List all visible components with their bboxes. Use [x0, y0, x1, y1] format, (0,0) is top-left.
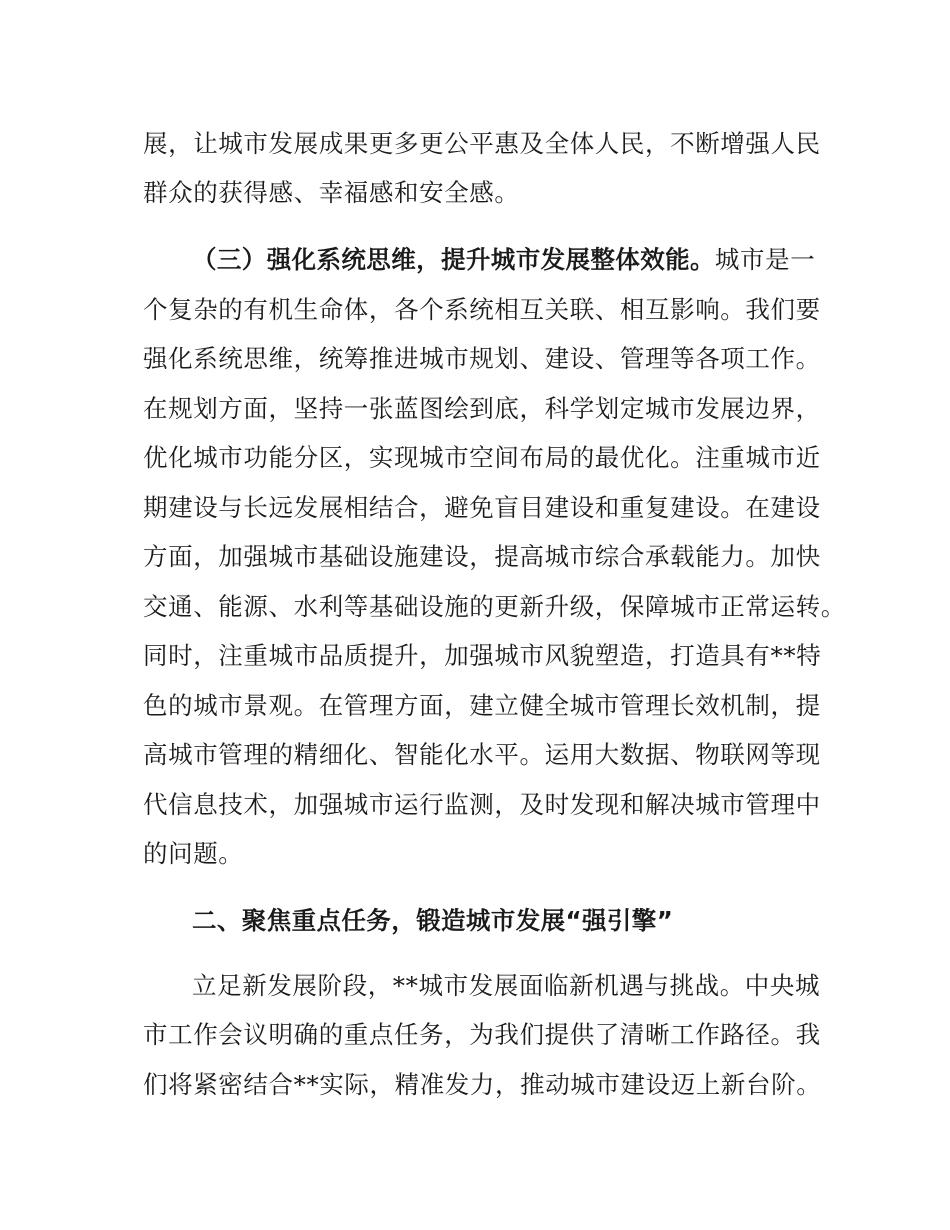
paragraph-line: 期建设与长远发展相结合，避免盲目建设和重复建设。在建设: [143, 493, 821, 522]
paragraph-line: 们将紧密结合**实际，精准发力，推动城市建设迈上新台阶。: [143, 1070, 822, 1099]
paragraph-line: 市工作会议明确的重点任务，为我们提供了清晰工作路径。我: [143, 1020, 821, 1049]
section-three-heading-tail: 城市是一: [714, 245, 816, 274]
paragraph-line: 在规划方面，坚持一张蓝图绘到底，科学划定城市发展边界，: [143, 394, 821, 423]
paragraph-line: 优化城市功能分区，实现城市空间布局的最优化。注重城市近: [143, 443, 821, 472]
paragraph-line: 个复杂的有机生命体，各个系统相互关联、相互影响。我们要: [143, 295, 821, 324]
paragraph-line: 交通、能源、水利等基础设施的更新升级，保障城市正常运转。: [143, 592, 846, 621]
paragraph-line: 强化系统思维，统筹推进城市规划、建设、管理等各项工作。: [143, 344, 821, 373]
paragraph-line: 同时，注重城市品质提升，加强城市风貌塑造，打造具有**特: [143, 641, 822, 670]
paragraph-line: 高城市管理的精细化、智能化水平。运用大数据、物联网等现: [143, 740, 821, 769]
section-three-first-line: [192, 243, 892, 277]
paragraph-line: 群众的获得感、幸福感和安全感。: [143, 178, 520, 207]
paragraph-line: 色的城市景观。在管理方面，建立健全城市管理长效机制，提: [143, 691, 821, 720]
section-two-heading: 二、聚焦重点任务，锻造城市发展“强引擎”: [192, 906, 674, 935]
paragraph-line: 的问题。: [143, 839, 244, 868]
paragraph-line: 展，让城市发展成果更多更公平惠及全体人民，不断增强人民: [143, 129, 821, 158]
paragraph-line: 代信息技术，加强城市运行监测，及时发现和解决城市管理中: [143, 790, 821, 819]
paragraph-line: 方面，加强城市基础设施建设，提高城市综合承载能力。加快: [143, 542, 821, 571]
section-three-heading: （三）强化系统思维，提升城市发展整体效能。: [192, 245, 715, 274]
paragraph-line: 立足新发展阶段，**城市发展面临新机遇与挑战。中央城: [192, 971, 821, 1000]
